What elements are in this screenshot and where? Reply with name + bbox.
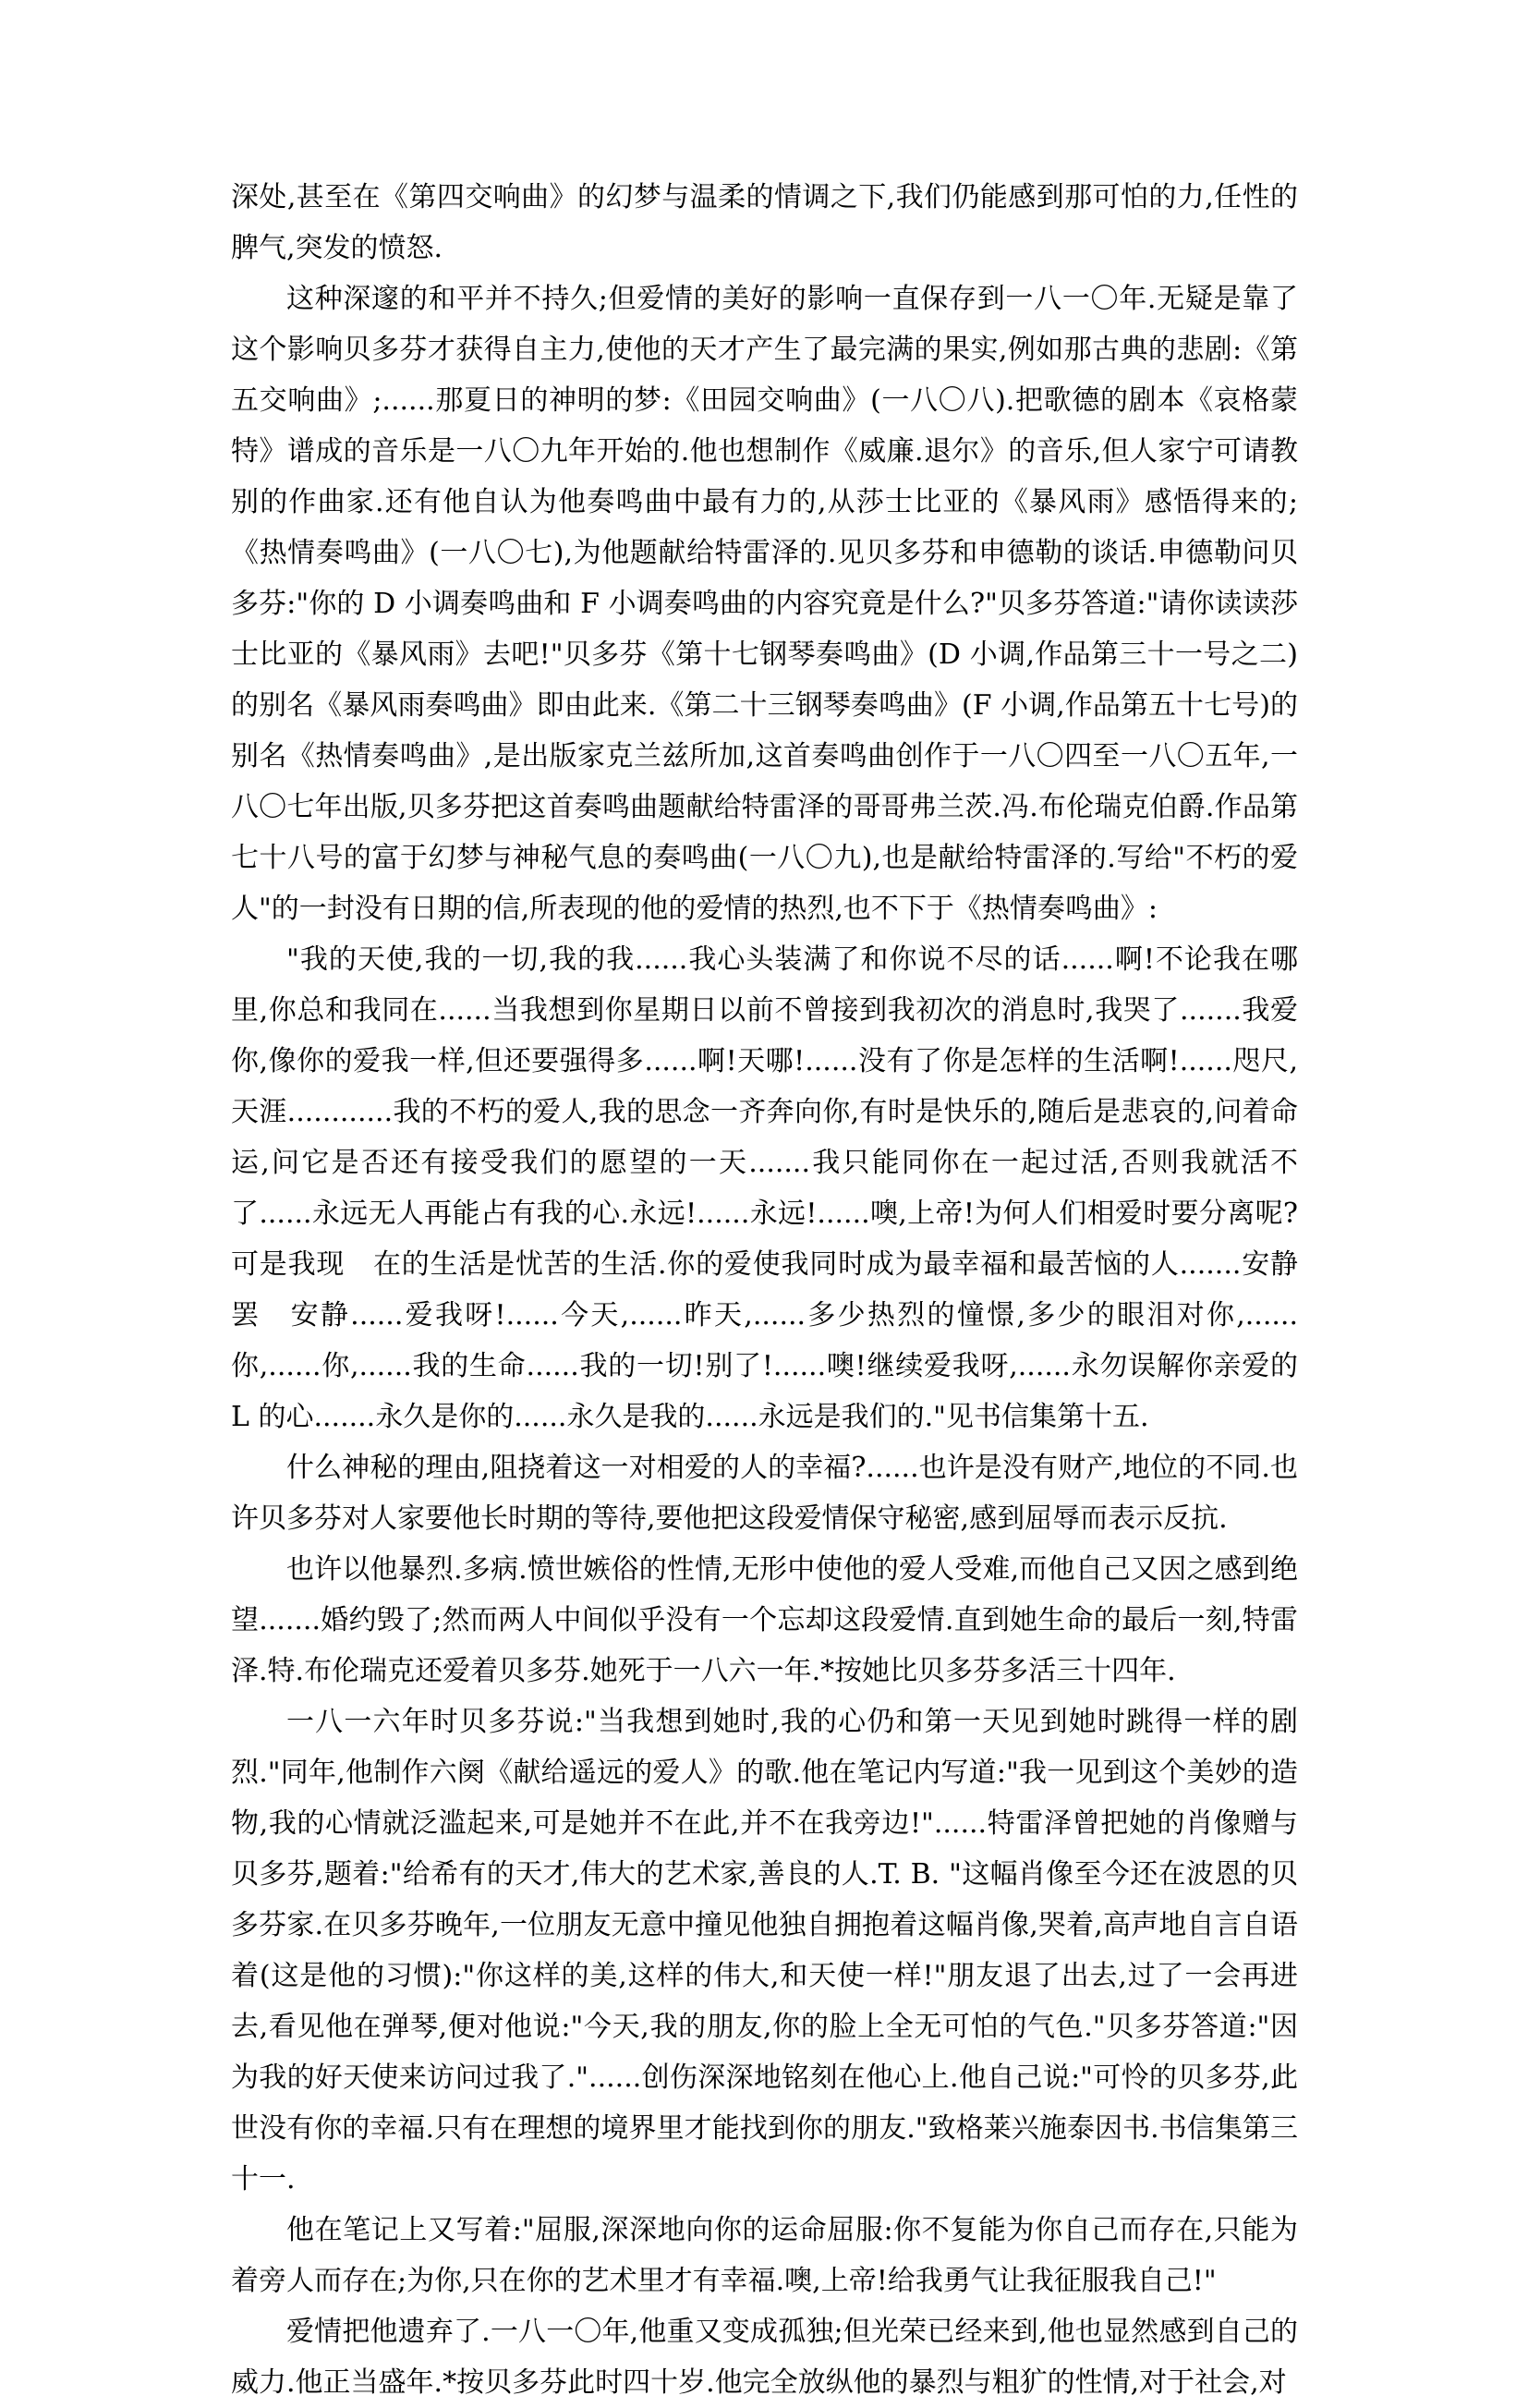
paragraph-7: 他在笔记上又写着:"屈服,深深地向你的运命屈服:你不复能为你自己而存在,只能为着旁人而存在;为你,只在你的艺术里才有幸福.噢,上帝!给我勇气让我征服我自己!" <box>231 2214 1298 2297</box>
paragraph-8: 爱情把他遗弃了.一八一〇年,他重又变成孤独;但光荣已经来到,他也显然感到自己的威力.他正当盛年.*按贝多芬此时四十岁.他完全放纵他的暴烈与粗犷的性情,对于社会,对 <box>231 2316 1298 2399</box>
paragraph-2: 这种深邃的和平并不持久;但爱情的美好的影响一直保存到一八一〇年.无疑是靠了这个影响贝多芬才获得自主力,使他的天才产生了最完满的果实,例如那古典的悲剧:《第五交响曲》;......那夏日的神明的梦:《田园交响曲》(一八〇八).把歌德的剧本《哀格蒙特》谱成的音乐是一八〇九年开始的.他也想制作《威廉.退尔》的音乐,但人家宁可请教别的作曲家.还有他自认为他奏鸣曲中最有力的,从莎士比亚的《暴风雨》感悟得来的;《热情奏鸣曲》(一八〇七),为他题献给特雷泽的.见贝多芬和申德勒的谈话.申德勒问贝多芬:"你的 D 小调奏鸣曲和 F 小调奏鸣曲的内容究竟是什么?"贝多芬答道:"请你读读莎士比亚的《暴风雨》去吧!"贝多芬《第十七钢琴奏鸣曲》(D 小调,作品第三十一号之二)的别名《暴风雨奏鸣曲》即由此来.《第二十三钢琴奏鸣曲》(F 小调,作品第五十七号)的别名《热情奏鸣曲》,是出版家克兰兹所加,这首奏鸣曲创作于一八〇四至一八〇五年,一八〇七年出版,贝多芬把这首奏鸣曲题献给特雷泽的哥哥弗兰茨.冯.布伦瑞克伯爵.作品第七十八号的富于幻梦与神秘气息的奏鸣曲(一八〇九),也是献给特雷泽的.写给"不朽的爱人"的一封没有日期的信,所表现的他的爱情的热烈,也不下于《热情奏鸣曲》: <box>231 283 1298 925</box>
paragraph-6: 一八一六年时贝多芬说:"当我想到她时,我的心仍和第一天见到她时跳得一样的剧烈."同年,他制作六阕《献给遥远的爱人》的歌.他在笔记内写道:"我一见到这个美妙的造物,我的心情就泛滥起来,可是她并不在此,并不在我旁边!"......特雷泽曾把她的肖像赠与贝多芬,题着:"给希有的天才,伟大的艺术家,善良的人.T. B. "这幅肖像至今还在波恩的贝多芬家.在贝多芬晚年,一位朋友无意中撞见他独自拥抱着这幅肖像,哭着,高声地自言自语着(这是他的习惯):"你这样的美,这样的伟大,和天使一样!"朋友退了出去,过了一会再进去,看见他在弹琴,便对他说:"今天,我的朋友,你的脸上全无可怕的气色."贝多芬答道:"因为我的好天使来访问过我了."......创伤深深地铭刻在他心上.他自己说:"可怜的贝多芬,此世没有你的幸福.只有在理想的境界里才能找到你的朋友."致格莱兴施泰因书.书信集第三十一. <box>231 1706 1298 2195</box>
document-page <box>231 172 1298 2408</box>
paragraph-4: 什么神秘的理由,阻挠着这一对相爱的人的幸福?......也许是没有财产,地位的不同.也许贝多芬对人家要他长时期的等待,要他把这段爱情保守秘密,感到屈辱而表示反抗. <box>231 1452 1298 1535</box>
paragraph-3-letter: "我的天使,我的一切,我的我......我心头装满了和你说不尽的话......啊!不论我在哪里,你总和我同在......当我想到你星期日以前不曾接到我初次的消息时,我哭了.......我爱你,像你的爱我一样,但还要强得多......啊!天哪!......没有了你是怎样的生活啊!......咫尺,天涯............我的不朽的爱人,我的思念一齐奔向你,有时是快乐的,随后是悲哀的,问着命运,问它是否还有接受我们的愿望的一天.......我只能同你在一起过活,否则我就活不了......永远无人再能占有我的心.永远!......永远!......噢,上帝!为何人们相爱时要分离呢?可是我现 在的生活是忧苦的生活.你的爱使我同时成为最幸福和最苦恼的人.......安静罢 安静......爱我呀!......今天,......昨天,......多少热烈的憧憬,多少的眼泪对你,......你,......你,......我的生命......我的一切!别了!......噢!继续爱我呀,......永勿误解你亲爱的 L 的心.......永久是你的......永久是我的......永远是我们的."见书信集第十五. <box>231 943 1298 1433</box>
paragraph-1: 深处,甚至在《第四交响曲》的幻梦与温柔的情调之下,我们仍能感到那可怕的力,任性的脾气,突发的愤怒. <box>231 181 1298 264</box>
paragraph-5: 也许以他暴烈.多病.愤世嫉俗的性情,无形中使他的爱人受难,而他自己又因之感到绝望.......婚约毁了;然而两人中间似乎没有一个忘却这段爱情.直到她生命的最后一刻,特雷泽.特.布伦瑞克还爱着贝多芬.她死于一八六一年.*按她比贝多芬多活三十四年. <box>231 1553 1298 1687</box>
